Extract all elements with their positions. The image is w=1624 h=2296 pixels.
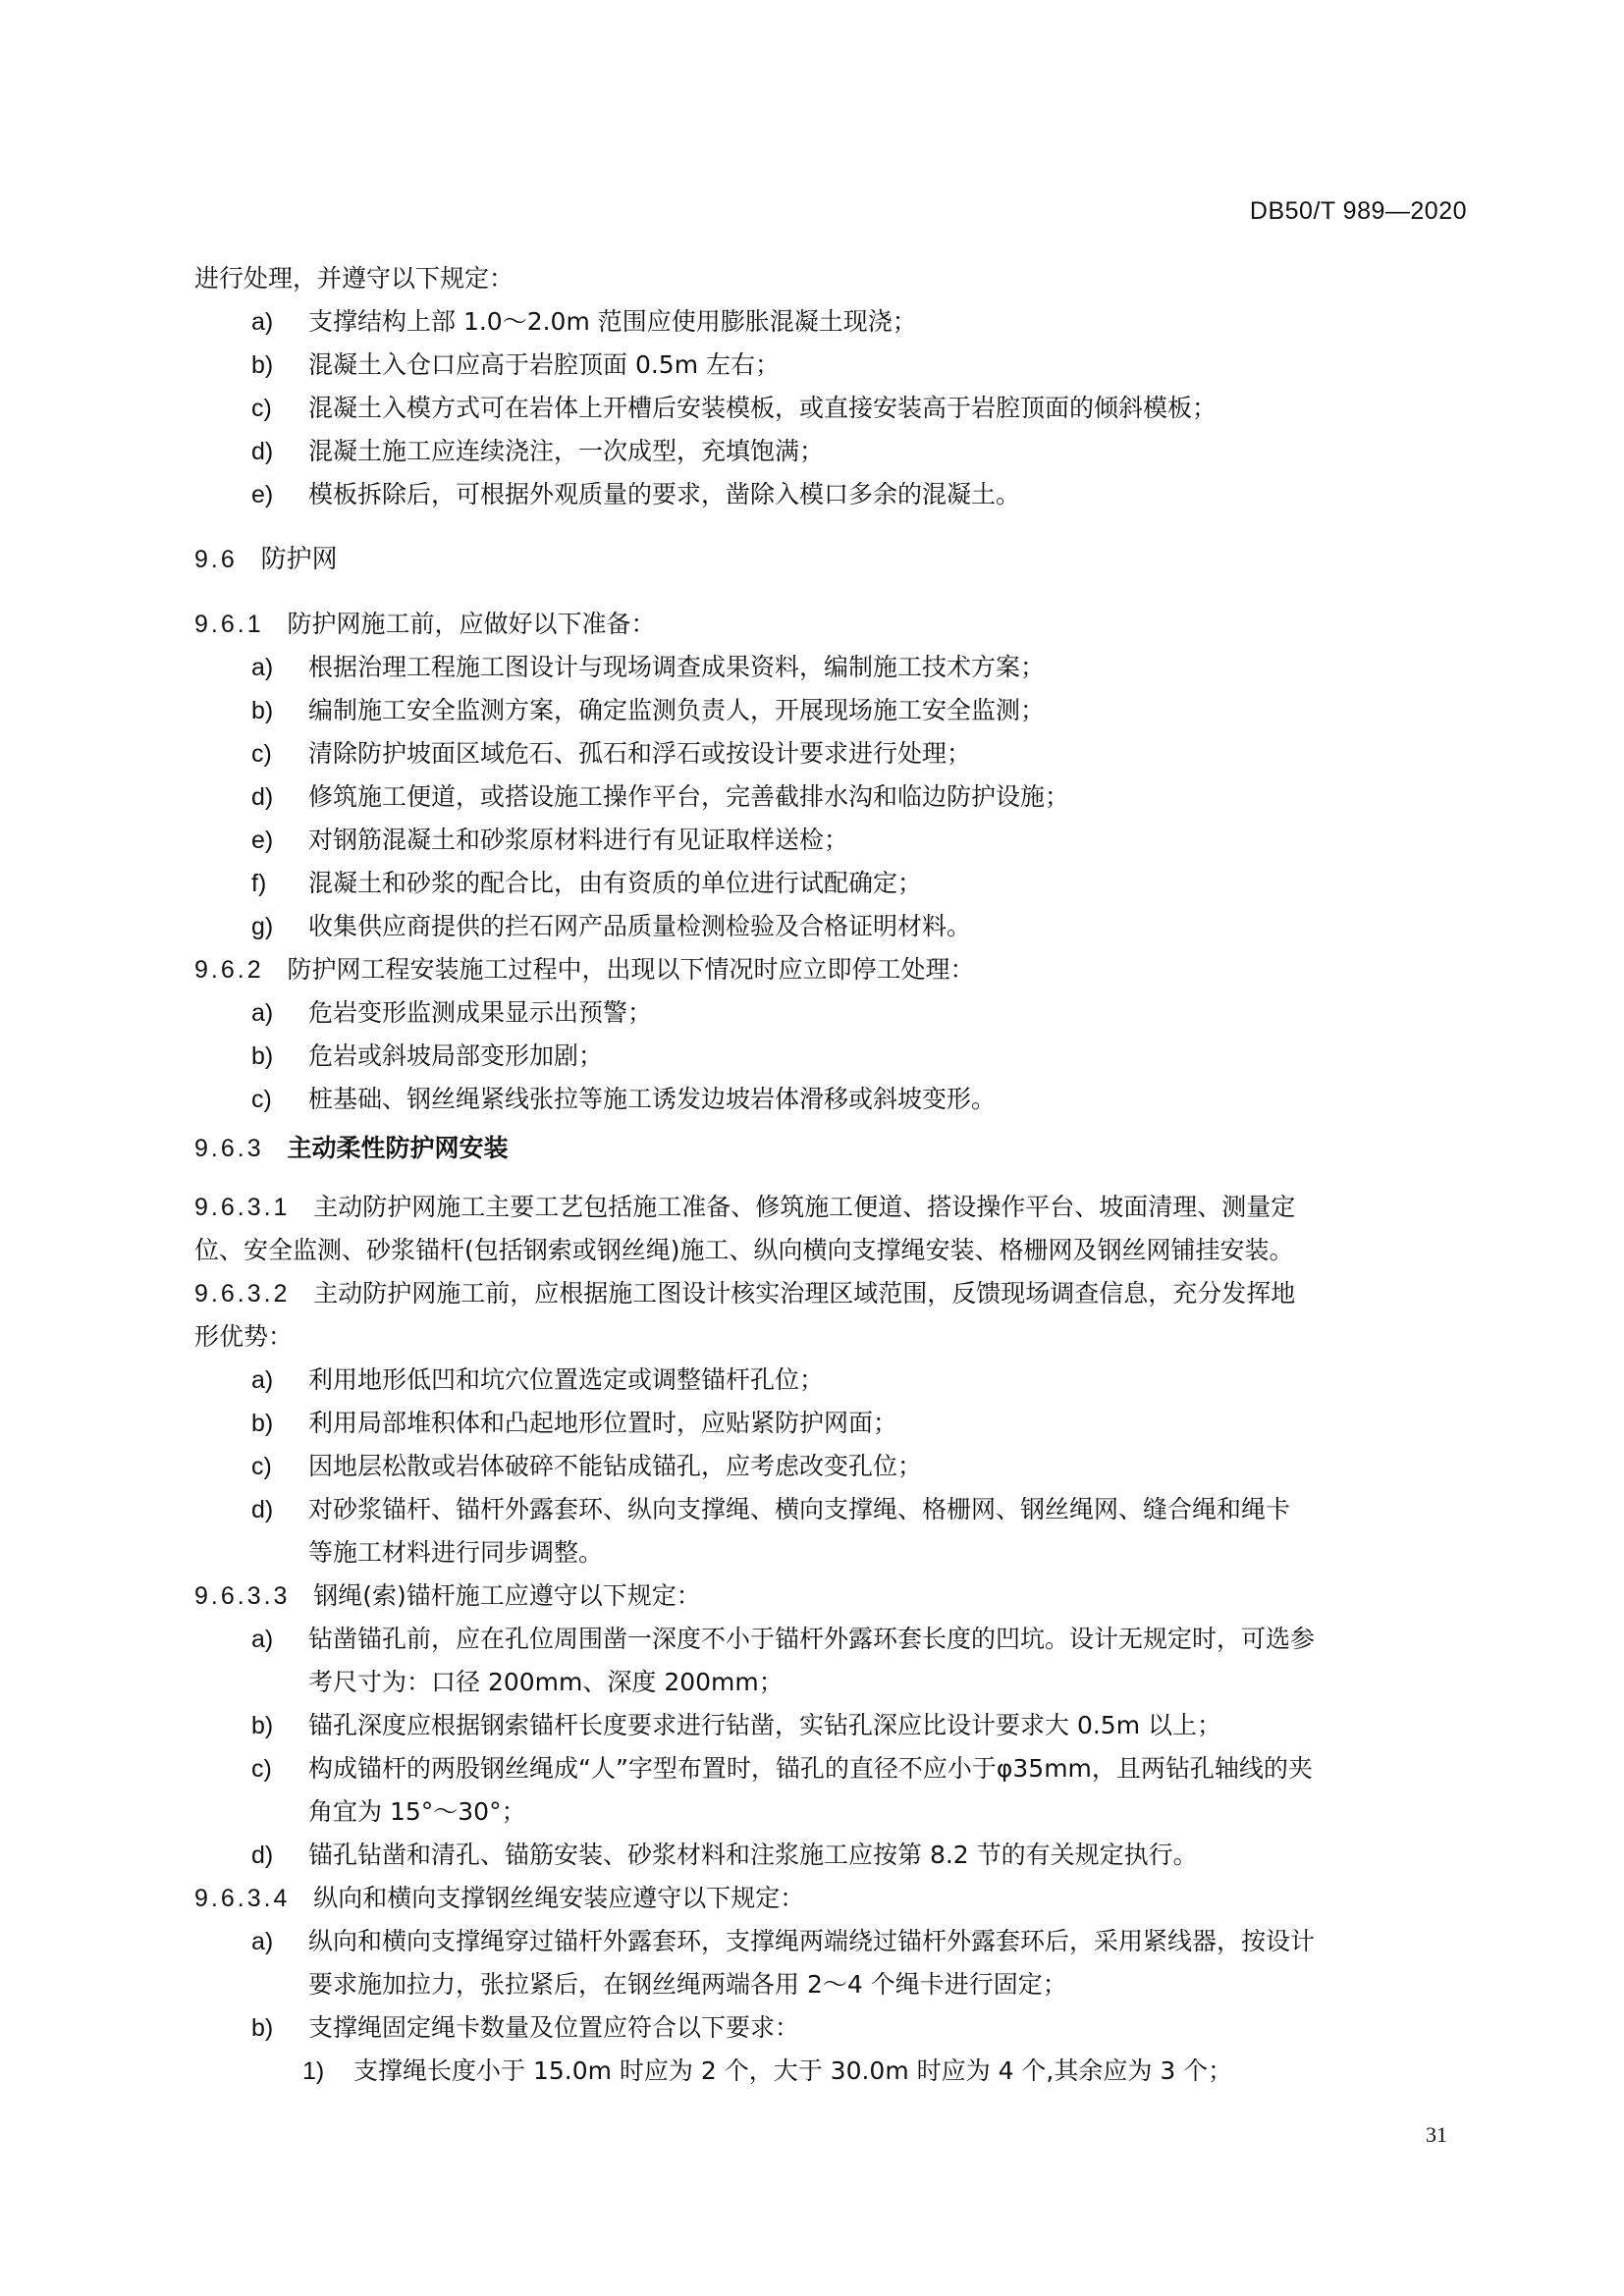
list-item: c) 构成锚杆的两股钢丝绳成“人”字型布置时，锚孔的直径不应小于φ35mm，且两钻孔轴线的夹 角宜为 15°～30°； [251,1754,1313,1826]
list-item: d) 对砂浆锚杆、锚杆外露套环、纵向支撑绳、横向支撑绳、格栅网、钢丝绳网、缝合绳和绳卡 等施工材料进行同步调整。 [251,1495,1291,1567]
clause-9-6-2: 9.6.2 防护网工程安装施工过程中，出现以下情况时应立即停工处理： [194,955,975,984]
page-number: 31 [1426,2122,1447,2147]
clause-9-6-3-1: 9.6.3.1 主动防护网施工主要工艺包括施工准备、修筑施工便道、搭设操作平台、坡面清理、测量定 位、安全监测、砂浆锚杆(包括钢索或钢丝绳)施工、纵向横向支撑绳安装、格栅网及钢丝网铺挂安装。 [194,1193,1296,1264]
clause-9-6-3-4: 9.6.3.4 纵向和横向支撑钢丝绳安装应遵守以下规定： [194,1884,805,1912]
list-item: a) 钻凿锚孔前，应在孔位周围凿一深度不小于锚杆外露环套长度的凹坑。设计无规定时，可选参 考尺寸为：口径 200mm、深度 200mm； [251,1625,1316,1696]
list-item: c) 桩基础、钢丝绳紧线张拉等施工诱发边坡岩体滑移或斜坡变形。 [251,1085,997,1113]
clause-9-6-1: 9.6.1 防护网施工前，应做好以下准备： [194,610,656,638]
list-item: e) 模板拆除后，可根据外观质量的要求，凿除入模口多余的混凝土。 [251,480,1021,508]
sub-list-item: 1) 支撑绳长度小于 15.0m 时应为 2 个，大于 30.0m 时应为 4 个,其余应为 3 个； [302,2056,1233,2085]
list-item: d) 修筑施工便道，或搭设施工操作平台，完善截排水沟和临边防护设施； [251,782,1070,811]
list-item: c) 因地层松散或岩体破碎不能钻成锚孔，应考虑改变孔位； [251,1452,923,1480]
list-item: d) 混凝土施工应连续浇注，一次成型，充填饱满； [251,437,825,465]
list-item: b) 利用局部堆积体和凸起地形位置时，应贴紧防护网面； [251,1409,898,1437]
section-heading-9-6: 9.6 防护网 [194,545,338,574]
clause-9-6-3-2: 9.6.3.2 主动防护网施工前，应根据施工图设计核实治理区域范围，反馈现场调查信息，充分发挥地 形优势： [194,1279,1296,1351]
clause-9-6-3-3: 9.6.3.3 钢绳(索)锚杆施工应遵守以下规定： [194,1581,701,1610]
document-number: DB50/T 989—2020 [1249,197,1467,225]
list-item: b) 锚孔深度应根据钢索锚杆长度要求进行钻凿，实钻孔深应比设计要求大 0.5m 以上； [251,1711,1222,1739]
list-item: a) 根据治理工程施工图设计与现场调查成果资料，编制施工技术方案； [251,653,1046,681]
list-item: b) 编制施工安全监测方案，确定监测负责人，开展现场施工安全监测； [251,696,1046,724]
list-item: b) 支撑绳固定绳卡数量及位置应符合以下要求： [251,2013,800,2042]
list-item: b) 混凝土入仓口应高于岩腔顶面 0.5m 左右； [251,350,781,379]
list-item: a) 危岩变形监测成果显示出预警； [251,998,653,1027]
paragraph-continuation: 进行处理，并遵守以下规定： [194,264,514,293]
list-item: b) 危岩或斜坡局部变形加剧； [251,1041,604,1070]
list-item: d) 锚孔钻凿和清孔、锚筋安装、砂浆材料和注浆施工应按第 8.2 节的有关规定执行。 [251,1841,1198,1869]
list-item: a) 支撑结构上部 1.0～2.0m 范围应使用膨胀混凝土现浇； [251,307,917,336]
list-item: c) 清除防护坡面区域危石、孤石和浮石或按设计要求进行处理； [251,739,972,768]
list-item: f) 混凝土和砂浆的配合比，由有资质的单位进行试配确定； [251,869,923,897]
list-item: g) 收集供应商提供的拦石网产品质量检测检验及合格证明材料。 [251,912,972,940]
section-heading-9-6-3: 9.6.3 主动柔性防护网安装 [194,1134,509,1162]
list-item: a) 利用地形低凹和坑穴位置选定或调整锚杆孔位； [251,1365,825,1394]
list-item: e) 对钢筋混凝土和砂浆原材料进行有见证取样送检； [251,826,849,854]
page-body [194,257,1471,2093]
list-item: c) 混凝土入模方式可在岩体上开槽后安装模板，或直接安装高于岩腔顶面的倾斜模板； [251,394,1218,422]
list-item: a) 纵向和横向支撑绳穿过锚杆外露套环，支撑绳两端绕过锚杆外露套环后，采用紧线器，按设计 要求施加拉力，张拉紧后，在钢丝绳两端各用 2～4 个绳卡进行固定； [251,1927,1316,1999]
